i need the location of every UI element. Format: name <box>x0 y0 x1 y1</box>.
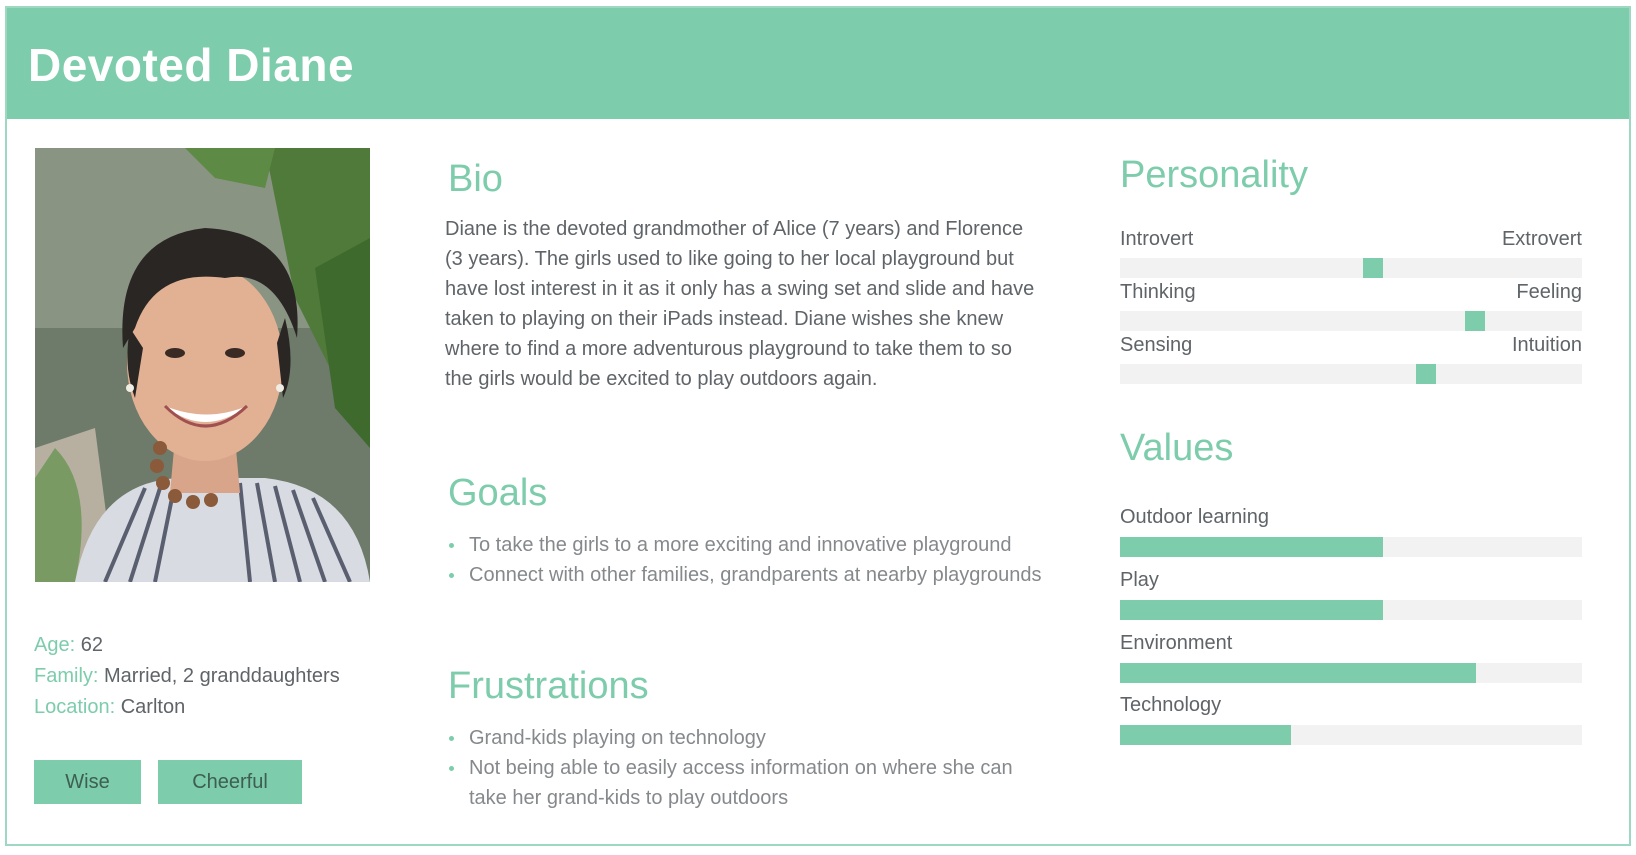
age-label: Age: <box>34 634 76 656</box>
bio-title: Bio <box>448 158 503 200</box>
scale-left-label: Sensing <box>1120 334 1193 356</box>
value-track <box>1120 725 1582 745</box>
scale-marker <box>1416 364 1436 384</box>
value-fill <box>1120 725 1291 745</box>
list-item: Not being able to easily access information on where she can take her grand-kids to play outdoors <box>445 753 1045 813</box>
value-fill <box>1120 600 1383 620</box>
scale-track <box>1120 364 1582 384</box>
list-item: Connect with other families, grandparents at nearby playgrounds <box>445 560 1045 590</box>
value-label: Technology <box>1120 694 1222 716</box>
scale-track <box>1120 258 1582 278</box>
location-row <box>34 692 340 723</box>
value-fill <box>1120 663 1476 683</box>
list-item: To take the girls to a more exciting and innovative playground <box>445 530 1045 560</box>
location-label: Location: <box>34 696 116 718</box>
scale-right-label: Feeling <box>1516 281 1582 303</box>
portrait-illustration <box>35 148 370 582</box>
scale-left-label: Thinking <box>1120 281 1196 303</box>
frustrations-list <box>445 723 1045 813</box>
age-value: 62 <box>80 634 103 656</box>
value-track <box>1120 600 1582 620</box>
family-value: Married, 2 granddaughters <box>104 665 340 687</box>
values-title: Values <box>1120 427 1234 469</box>
value-label: Play <box>1120 569 1159 591</box>
location-value: Carlton <box>120 696 186 718</box>
persona-name: Devoted Diane <box>28 39 355 91</box>
goals-title: Goals <box>448 472 548 514</box>
family-label: Family: <box>34 665 99 687</box>
scale-left-label: Introvert <box>1120 228 1194 250</box>
persona-photo <box>35 148 370 582</box>
scale-right-label: Extrovert <box>1501 228 1582 250</box>
personality-title: Personality <box>1120 154 1308 196</box>
family-row <box>34 661 340 692</box>
list-item: Grand-kids playing on technology <box>445 723 1045 753</box>
persona-details <box>34 630 340 723</box>
value-label: Environment <box>1120 632 1233 654</box>
bio-text: Diane is the devoted grandmother of Alice (7 years) and Florence (3 years). The girls used to like going to her local playground but have lost interest in it as it only has a swing set and slide and have taken to playing on their iPads instead. Diane wishes she knew where to find a more adventurous playground to take them to so the girls would be excited to play outdoors again. <box>445 218 1035 390</box>
scale-marker <box>1363 258 1383 278</box>
frustrations-title: Frustrations <box>448 665 649 707</box>
scale-right-label: Intuition <box>1511 334 1582 356</box>
value-track <box>1120 663 1582 683</box>
value-label: Outdoor learning <box>1120 506 1269 528</box>
goals-list <box>445 530 1045 590</box>
scale-marker <box>1465 311 1485 331</box>
value-track <box>1120 537 1582 557</box>
trait-tag: Cheerful <box>158 760 302 804</box>
scale-track <box>1120 311 1582 331</box>
persona-header <box>7 8 1629 119</box>
age-row <box>34 630 340 661</box>
value-fill <box>1120 537 1383 557</box>
trait-tag: Wise <box>34 760 141 804</box>
